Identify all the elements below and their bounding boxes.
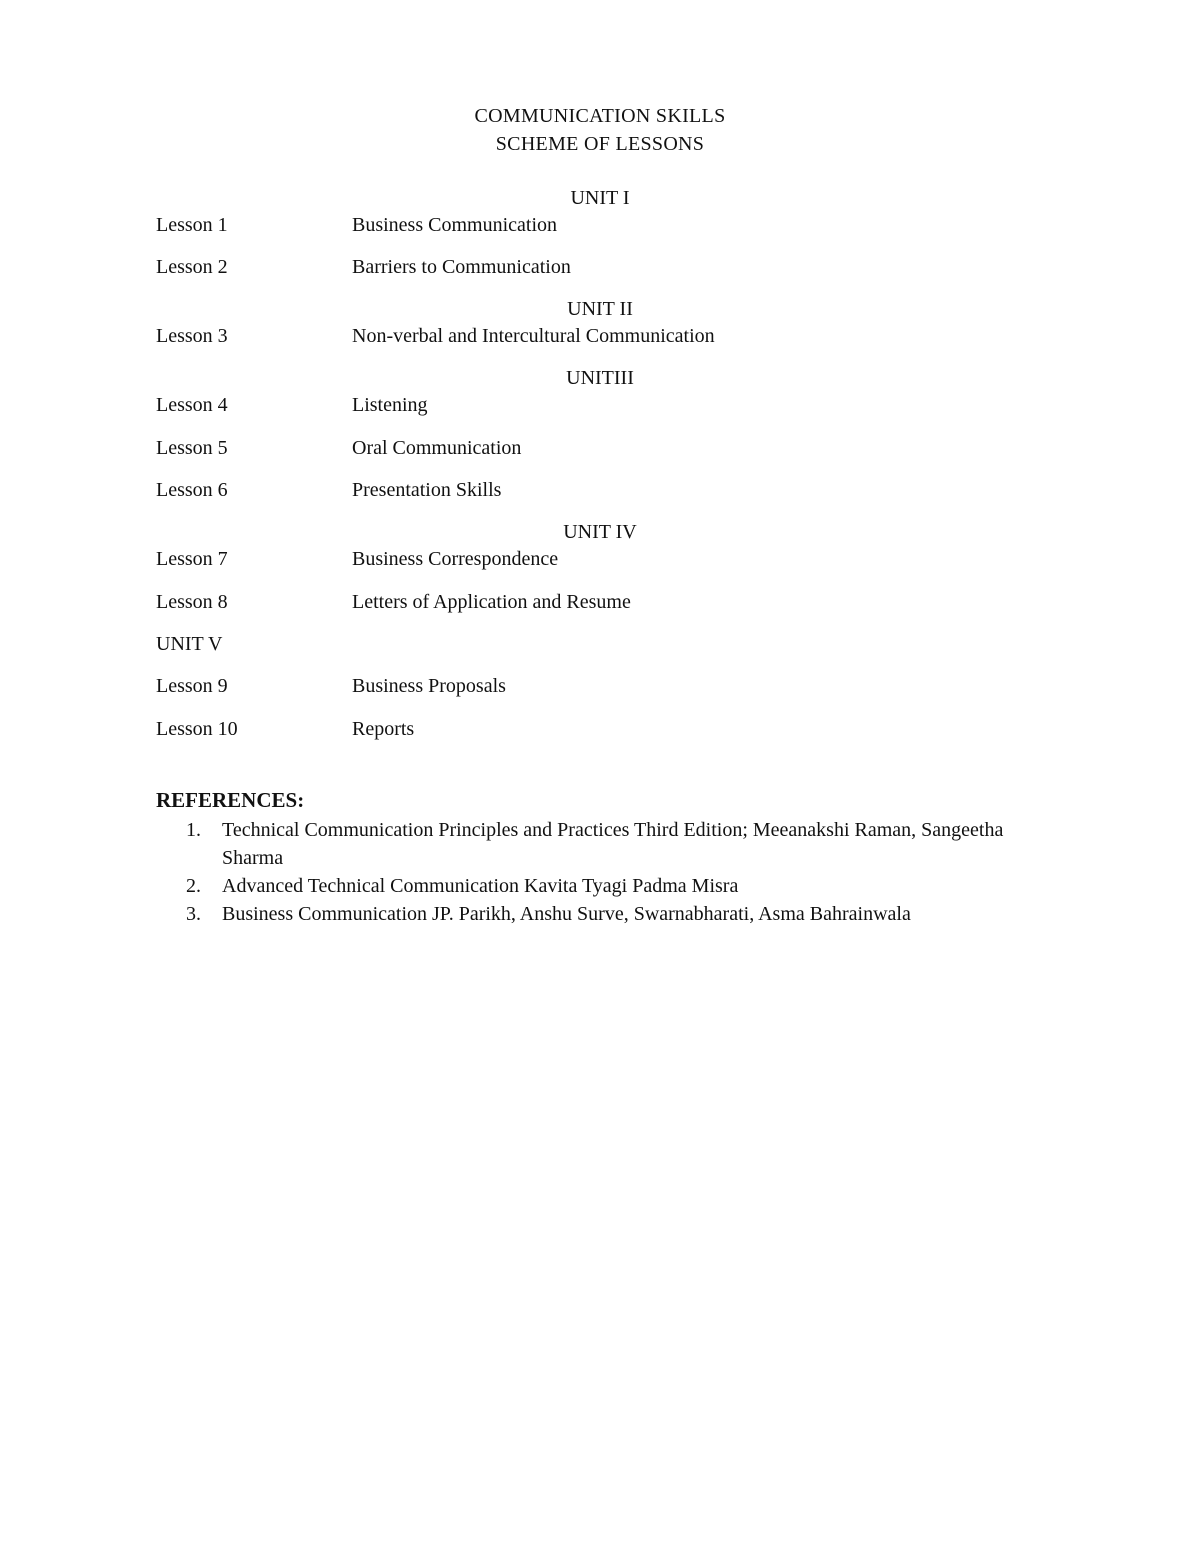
reference-number: 1.: [186, 819, 201, 841]
lesson-row: [0, 718, 1200, 744]
lesson-number: Lesson 1: [156, 214, 228, 236]
reference-text: Business Communication JP. Parikh, Anshu Surve, Swarnabharati, Asma Bahrainwala: [222, 903, 911, 925]
reference-number: 2.: [186, 875, 201, 897]
reference-item: [156, 900, 1056, 928]
reference-number: 3.: [186, 903, 201, 925]
lesson-topic: Listening: [352, 394, 428, 416]
unit-heading-3: UNITIII: [566, 367, 634, 389]
lesson-row: [0, 256, 1200, 282]
unit-heading-2: UNIT II: [567, 298, 633, 320]
unit-heading-5: UNIT V: [156, 633, 223, 655]
document-subtitle: SCHEME OF LESSONS: [495, 133, 705, 155]
references-heading: REFERENCES:: [156, 788, 305, 812]
lesson-topic: Oral Communication: [352, 437, 522, 459]
lesson-row: [0, 325, 1200, 351]
lesson-topic: Presentation Skills: [352, 479, 502, 501]
reference-text: Technical Communication Principles and Practices Third Edition; Meeanakshi Raman, Sangeetha Sharma: [222, 819, 1004, 869]
lesson-topic: Barriers to Communication: [352, 256, 571, 278]
lesson-number: Lesson 2: [156, 256, 228, 278]
reference-text: Advanced Technical Communication Kavita Tyagi Padma Misra: [222, 875, 739, 897]
lesson-number: Lesson 3: [156, 325, 228, 347]
lesson-row: [0, 214, 1200, 240]
lesson-row: [0, 394, 1200, 420]
lesson-topic: Non-verbal and Intercultural Communication: [352, 325, 715, 347]
lesson-number: Lesson 10: [156, 718, 238, 740]
lesson-topic: Business Correspondence: [352, 548, 559, 570]
lesson-number: Lesson 5: [156, 437, 228, 459]
document-title: COMMUNICATION SKILLS: [474, 105, 726, 127]
lesson-row: [0, 437, 1200, 463]
lesson-topic: Letters of Application and Resume: [352, 591, 631, 613]
lesson-row: [0, 548, 1200, 574]
lesson-number: Lesson 6: [156, 479, 228, 501]
lesson-row: [0, 675, 1200, 701]
lesson-topic: Business Proposals: [352, 675, 506, 697]
lesson-number: Lesson 8: [156, 591, 228, 613]
lesson-number: Lesson 4: [156, 394, 228, 416]
lesson-row: [0, 479, 1200, 505]
lesson-number: Lesson 9: [156, 675, 228, 697]
lesson-number: Lesson 7: [156, 548, 228, 570]
references-list: [156, 816, 1056, 928]
lesson-row: [0, 591, 1200, 617]
lesson-topic: Reports: [352, 718, 415, 740]
unit-heading-1: UNIT I: [570, 187, 630, 209]
reference-item: [156, 872, 1056, 900]
lesson-topic: Business Communication: [352, 214, 557, 236]
unit-heading-4: UNIT IV: [563, 521, 637, 543]
reference-item: [156, 816, 1056, 872]
